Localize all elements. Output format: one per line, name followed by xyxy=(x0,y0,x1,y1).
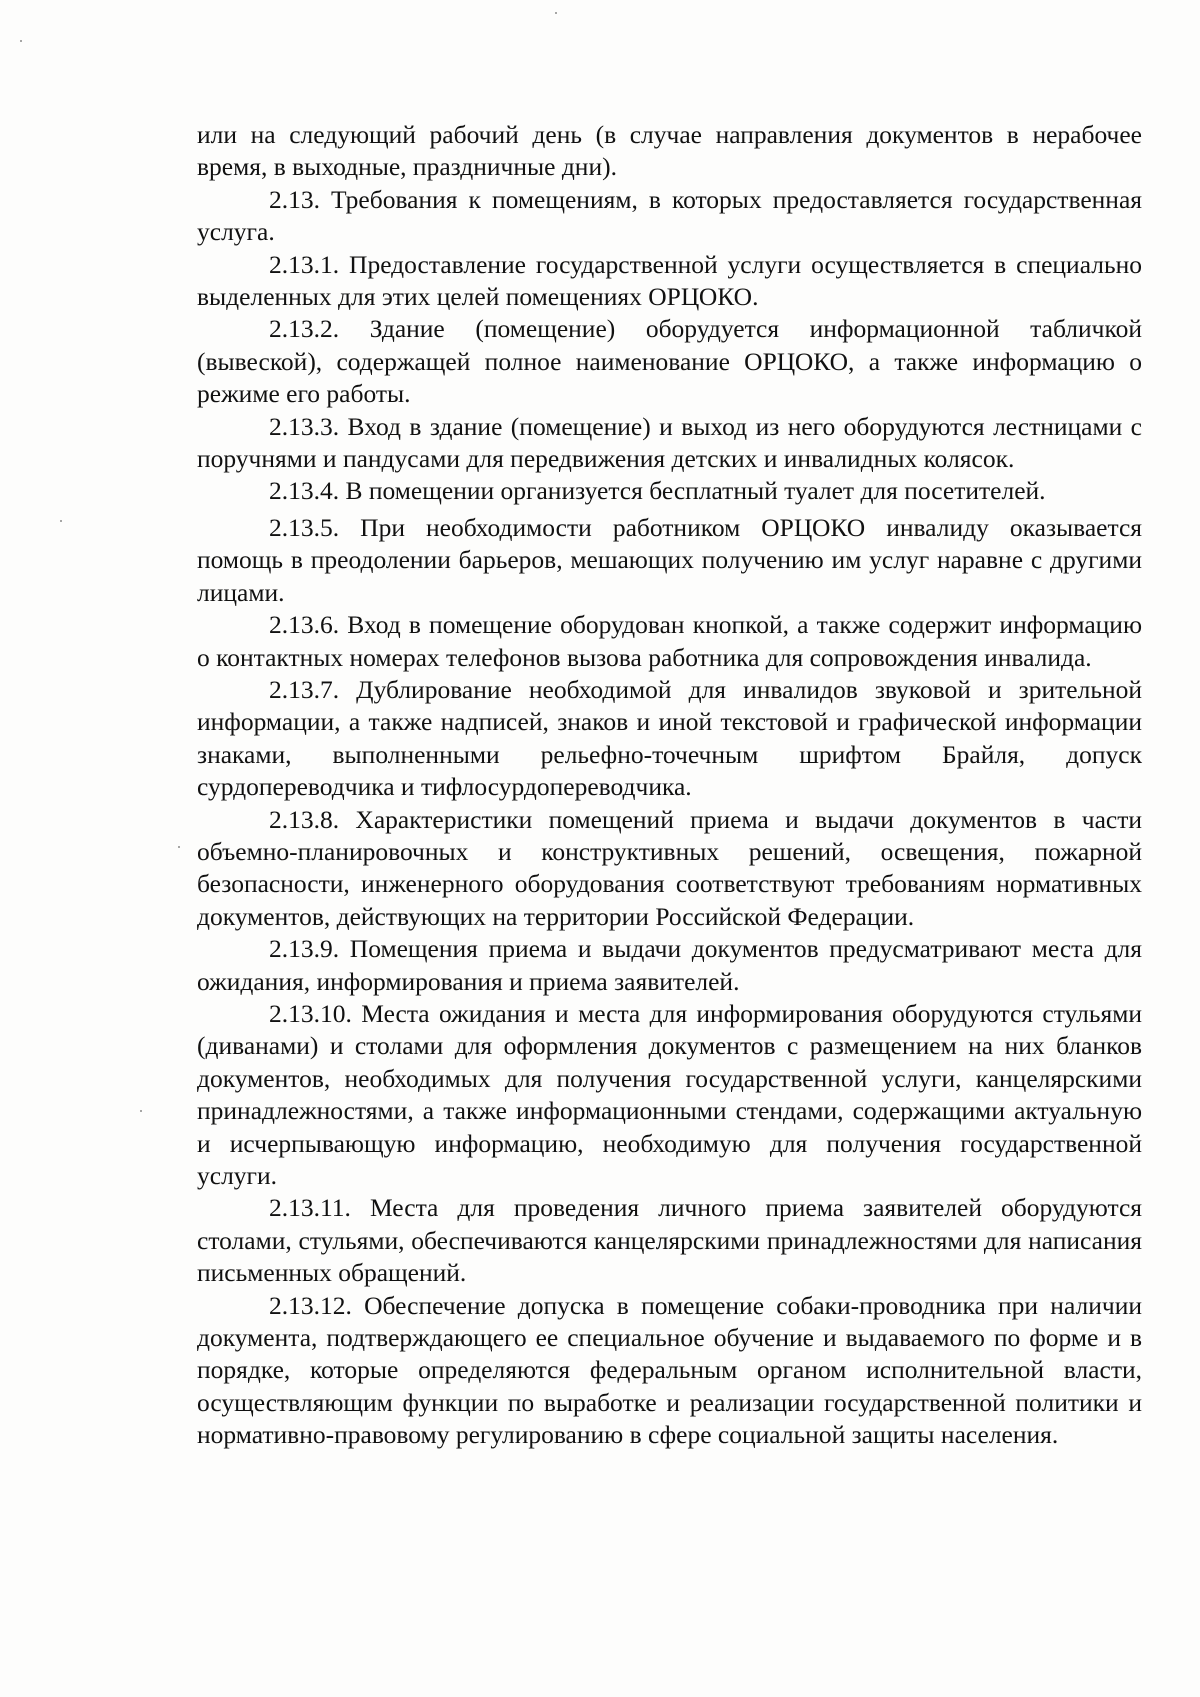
paragraph-2-13-10: 2.13.10. Места ожидания и места для информирования оборудуются стульями (диванами) и столами для оформления документов с размещением на них бланков документов, необходимых для получения государственной услуги, канцелярскими принадлежностями, а также информационными стендами, содержащими актуальную и исчерпывающую информацию, необходимую для получения государственной услуги. xyxy=(197,998,1142,1190)
paragraph-2-13-9: 2.13.9. Помещения приема и выдачи документов предусматривают места для ожидания, информирования и приема заявителей. xyxy=(197,934,1142,996)
scan-speck xyxy=(178,846,180,848)
scan-speck xyxy=(140,1110,142,1112)
paragraph-2-13-12: 2.13.12. Обеспечение допуска в помещение собаки-проводника при наличии документа, подтверждающего ее специальное обучение и выдаваемого по форме и в порядке, которые определяются федеральным органом исполнительной власти, осуществляющим функции по выработке и реализации государственной политики и нормативно-правовому регулированию в сфере социальной защиты населения. xyxy=(197,1290,1142,1450)
paragraph-2-13-8: 2.13.8. Характеристики помещений приема и выдачи документов в части объемно-планировочных и конструктивных решений, освещения, пожарной безопасности, инженерного оборудования соответствуют требованиям нормативных документов, действующих на территории Российской Федерации. xyxy=(197,804,1142,931)
scan-speck xyxy=(555,12,557,14)
paragraph-2-13-11: 2.13.11. Места для проведения личного приема заявителей оборудуются столами, стульями, обеспечиваются канцелярскими принадлежностями для написания письменных обращений. xyxy=(197,1193,1142,1288)
paragraph-2-13-3: 2.13.3. Вход в здание (помещение) и выход из него оборудуются лестницами с поручнями и пандусами для передвижения детских и инвалидных колясок. xyxy=(197,411,1142,474)
paragraph-continuation: или на следующий рабочий день (в случае направления документов в нерабочее время, в выходные, праздничные дни). xyxy=(197,120,1142,182)
paragraph-2-13-7: 2.13.7. Дублирование необходимой для инвалидов звуковой и зрительной информации, а также надписей, знаков и иной текстовой и графической информации знаками, выполненными рельефно-точечным шрифтом Брайля, допуск сурдопереводчика и тифлосурдопереводчика. xyxy=(197,674,1142,802)
paragraph-2-13-6: 2.13.6. Вход в помещение оборудован кнопкой, а также содержит информацию о контактных номерах телефонов вызова работника для сопровождения инвалида. xyxy=(197,610,1142,672)
scan-speck xyxy=(60,520,62,522)
document-body xyxy=(197,119,1142,1452)
paragraph-2-13-5: 2.13.5. При необходимости работником ОРЦОКО инвалиду оказывается помощь в преодолении барьеров, мешающих получению им услуг наравне с другими лицами. xyxy=(197,512,1142,607)
paragraph-2-13-1: 2.13.1. Предоставление государственной услуги осуществляется в специально выделенных для этих целей помещениях ОРЦОКО. xyxy=(197,249,1142,312)
paragraph-2-13-2: 2.13.2. Здание (помещение) оборудуется информационной табличкой (вывеской), содержащей полное наименование ОРЦОКО, а также информацию о режиме его работы. xyxy=(197,314,1142,409)
paragraph-2-13: 2.13. Требования к помещениям, в которых предоставляется государственная услуга. xyxy=(197,184,1142,247)
scan-speck xyxy=(20,40,22,42)
paragraph-2-13-4: 2.13.4. В помещении организуется бесплатный туалет для посетителей. xyxy=(269,476,1046,506)
